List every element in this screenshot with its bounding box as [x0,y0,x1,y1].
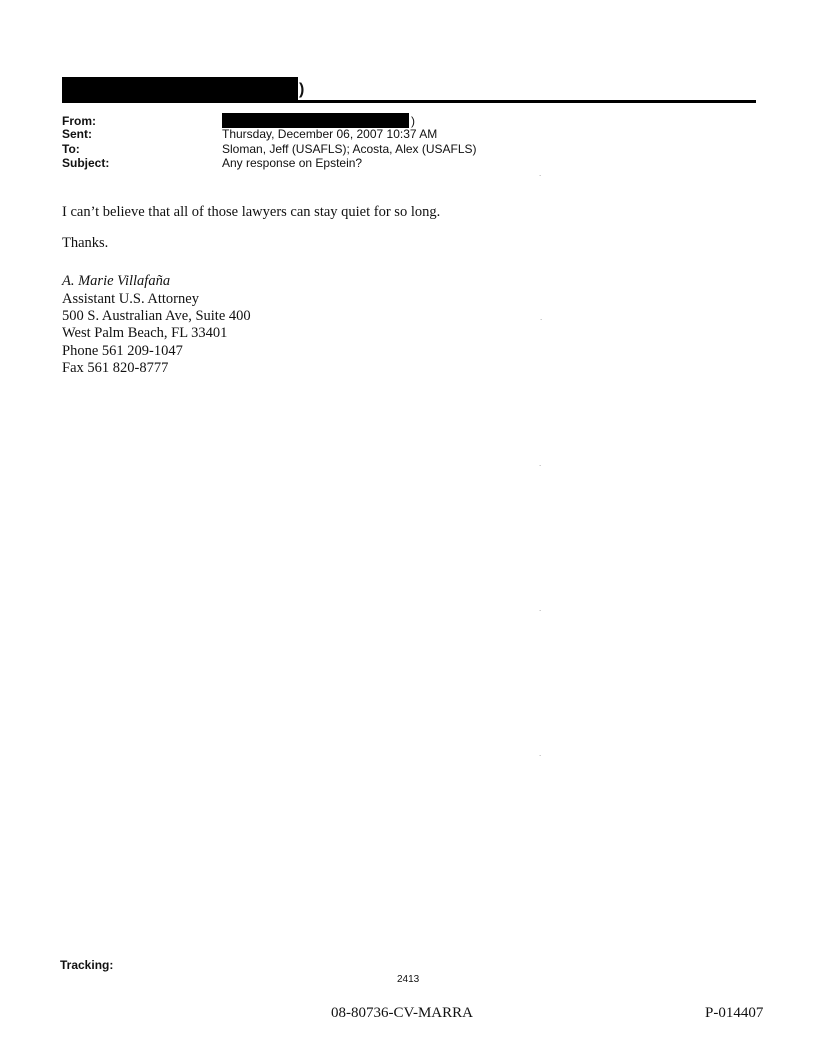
from-suffix: ) [411,114,415,128]
signature-fax: Fax 561 820-8777 [62,360,169,376]
from-label: From: [62,114,96,128]
subject-value: Any response on Epstein? [222,156,363,170]
scan-speck: · [540,316,543,324]
to-label: To: [62,142,80,156]
scan-speck: · [539,607,542,615]
signature-address2: West Palm Beach, FL 33401 [62,325,228,341]
sent-value: Thursday, December 06, 2007 10:37 AM [222,127,438,141]
case-number: 08-80736-CV-MARRA [331,1005,473,1021]
signature-title: Assistant U.S. Attorney [62,291,199,307]
header-redaction [62,77,298,101]
message-closing: Thanks. [62,235,109,251]
signature-address1: 500 S. Australian Ave, Suite 400 [62,308,251,324]
sent-label: Sent: [62,127,92,141]
message-body: I can’t believe that all of those lawyers can stay quiet for so long. [62,204,441,220]
subject-label: Subject: [62,156,110,170]
scan-speck: · [539,172,542,180]
tracking-label: Tracking: [60,958,114,972]
signature-phone: Phone 561 209-1047 [62,343,183,359]
bates-number: P-014407 [705,1005,764,1021]
scan-speck: · [539,752,542,760]
scan-speck: · [539,462,542,470]
to-value: Sloman, Jeff (USAFLS); Acosta, Alex (USAFLS) [222,142,477,156]
page-number: 2413 [397,974,420,985]
from-redaction [222,113,409,128]
signature-name: A. Marie Villafaña [62,273,171,289]
header-rule [62,100,756,103]
header-closing-paren: ) [299,81,305,98]
